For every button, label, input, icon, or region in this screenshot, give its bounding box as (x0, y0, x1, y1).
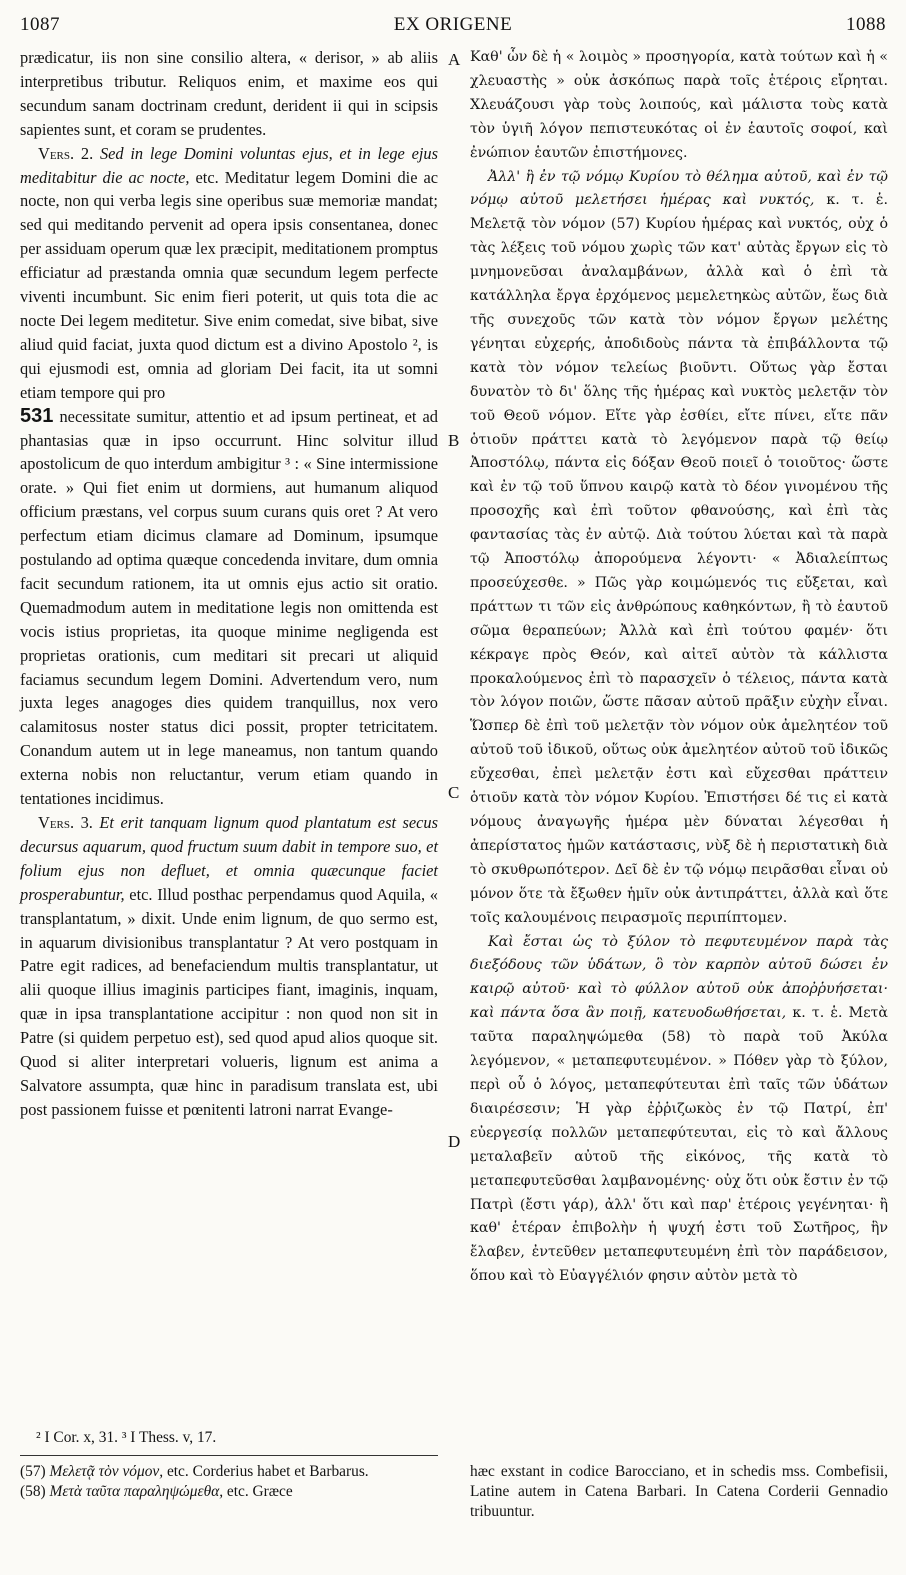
greek-paragraph-1: Καθ' ὧν δὲ ἡ « λοιμὸς » προσηγορία, κατὰ τούτων καὶ ἡ « χλευαστὴς » οὐκ ἀσκόπως παρὰ τοῖς ἑτέροις εἴρηται. Χλευάζουσι γὰρ τοὺς λοιπούς, καὶ μάλιστα τοὺς κατὰ τὸν ὑγιῆ λόγον πεπιστευκότας οἱ ἐν ἑαυτοῖς σοφοί, καὶ ἐνώπιον ἑαυτῶν ἐπιστήμονες. (470, 49, 888, 161)
margin-letter-b: B (448, 431, 460, 450)
margin-letter-a: A (448, 50, 461, 69)
latin-verse-3 (20, 811, 438, 1122)
verse-lemma: Καὶ ἔσται ὡς τὸ ξύλον τὸ πεφυτευμένον παρὰ τὰς διεξόδους τῶν ὑδάτων, ὃ τὸν καρπὸν αὐτοῦ δώσει ἐν καιρῷ αὐτοῦ· καὶ τὸ φύλλον αὐτοῦ οὐκ ἀποῤῥυήσεται· καὶ πάντα ὅσα ἂν ποιῇ, κατευοδωθήσεται, (470, 933, 888, 1022)
edition-page-number: 531 (20, 404, 54, 427)
scripture-references: ² I Cor. x, 31. ³ I Thess. v, 17. (36, 1429, 217, 1446)
verse-label: Vers. 3. (38, 813, 93, 832)
page-number-left: 1087 (20, 14, 60, 35)
latin-paragraph-1: prædicatur, iis non sine consilio altera, « derisor, » ab aliis interpretibus tributur. Reliquos enim, et maxime eos qui secundum sanam doctrinam credunt, derident ii qui in scipsis sapientes sunt, et coram se prudentes. (20, 48, 438, 139)
verse-lemma: Sed in lege Domini voluntas ejus, et in lege ejus meditabitur die ac nocte, (20, 143, 438, 187)
footnotes-left (20, 1462, 438, 1502)
greek-column (470, 46, 888, 1289)
greek-verse-2 (470, 166, 888, 931)
commentary-text: κ. τ. ἑ. Μετὰ ταῦτα παραληψώμεθα (58) τὸ παρὰ τοῦ Ἀκύλα λεγόμενον, « μεταπεφυτευμένον. » Πόθεν γὰρ τὸ ξύλον, περὶ οὗ ὁ λόγος, μεταπεφύτευται ἐπὶ ταῖς τῶν ὑδάτων διαιρέσεσιν; Ἡ γὰρ ἐῤῥιζωκὸς ἐν τῷ Πατρί, ἐπ' εὐεργεσίᾳ πολλῶν μεταπεφύτευται, εἰς τὸ καὶ ἄλλους μεταλαβεῖν αὐτοῦ τῆς εἰκόνος, τῆς κατὰ τὸ μεταπεφυτεῦσθαι λαμβανομένης· οὐχ ὅτι οὐκ ἔστιν ἐν τῷ Πατρὶ (ἔστι γάρ), ἀλλ' ὅτι καὶ παρ' ἑτέροις γεγένηται· ἢ καθ' ἑτέραν ἐπιβολὴν ἡ ψυχή ἐστι τοῦ Σωτῆρος, ἣν ἔλαβεν, ἐντεῦθεν μεταπεφυτευμένη ἐπὶ τὸν παράδεισον, ὅπου καὶ τὸ Εὐαγγέλιόν φησιν αὐτὸν μετὰ τὸ (470, 1005, 888, 1285)
greek-verse-3 (470, 931, 888, 1290)
verse-label: Vers. 2. (38, 143, 94, 163)
commentary-text: etc. Illud posthac perpendamus quod Aquila, « transplantatum, » dixit. Unde enim lignum, de quo sermo est, in aquarum divisionibus transplantatur ? At vero postquam in Patre egit radices, ad benefaciendum multis transplantatur, ut alii quoque illius imaginis participes fiant, imaginis, inquam, quæ in ipsa transplantatione accipitur : non quod non sit in Patre (si quidem perpetuo est), sed quod apud alios quoque sit. Quod si aliter interpretari volueris, lignum est anima a Salvatore assumpta, quæ hinc in paradisum translata est, ubi post passionem fuisse et pœnitenti latroni narrat Evange- (20, 884, 438, 1119)
latin-column (20, 46, 438, 1122)
verse-lemma: Et erit tanquam lignum quod plantatum est secus decursus aquarum, quod fructum suum dabit in tempore suo, et folium ejus non defluet, et omnia quæcunque faciet prosperabuntur, (20, 813, 438, 904)
verse-lemma: Ἀλλ' ἢ ἐν τῷ νόμῳ Κυρίου τὸ θέλημα αὐτοῦ, καὶ ἐν τῷ νόμῳ αὐτοῦ μελετήσει ἡμέρας καὶ νυκτός, (470, 168, 888, 209)
footnote-rule (20, 1455, 438, 1456)
footnote-58: (58) Μετὰ ταῦτα παραληψώμεθα, etc. Græce (20, 1483, 293, 1500)
margin-letter-d: D (448, 1132, 461, 1151)
footnotes-right: hæc exstant in codice Barocciano, et in schedis mss. Combefisii, Latine autem in Catena Barbari. In Catena Corderii Gennadio tribuuntur. (470, 1463, 888, 1520)
footnote-57: (57) Μελετᾷ τὸν νόμον, etc. Corderius habet et Barbarus. (20, 1463, 369, 1480)
commentary-text: necessitate sumitur, attentio et ad ipsum pertineat, et ad phantasias quæ in ipso occurrunt. Hinc solvitur illud apostolicum de quo interdum ambigitur ³ : « Sine intermissione orate. » Qui fiet enim ut dormiens, aut humanum aliquod officium præstans, vel corpus suum curans quis oret ? At vero perfectum etiam dicimus clamare ad Dominum, ipsumque postulando ad optima quæque concedenda invitare, dum omnia facit secundum rationem, ita ut omnis ejus actio sit oratio. Quemadmodum autem in meditatione legis non omittenda est vocis istius proprietas, ita quoque minime negligenda est proprietas orationis, cum meditari sit precari ut aliquid faciamus secundum legem Domini. Advertendum vero, num juxta leges anagoges dies quidem tranquillus, nox vero calamitosus noster status dici possit, propter tetricitatem. Conandum autem ut in lege maneamus, non tantum quando externa nobis non reluctantur, verum etiam quando in tentationes incidimus. (20, 406, 438, 809)
commentary-text: etc. Meditatur legem Domini die ac nocte, non qui verba legis sine operibus suæ memoriæ mandat; sed qui meditando pervenit ad opera ipsis consentanea, donec per assiduam operum quæ lex præcipit, meditationem promptus efficiatur ad præstanda omnia quæ secundum legem perfecte viventi incumbunt. Sic enim fieri poterit, ut quis tota die ac nocte Dei legem meditetur. Sive enim comedat, sive bibat, sive aliud quid faciat, juxta quod dictum est a divino Apostolo ², is qui ejusmodi est, omnia ad gloriam Dei facit, ita ut somni etiam tempore qui pro (20, 167, 438, 402)
margin-letter-c: C (448, 783, 460, 802)
running-title: EX ORIGENE (393, 14, 513, 35)
page-number-right: 1088 (846, 14, 886, 35)
commentary-text: κ. τ. ἑ. Μελετᾷ τὸν νόμον (57) Κυρίου ἡμέρας καὶ νυκτός, οὐχ ὁ τὰς λέξεις τοῦ νόμου χωρὶς τῶν κατ' αὐτὰς ἔργων εἰς τὸ μνημονεῦσαι ἀναλαμβάνων, ἀλλὰ καὶ ὁ ἐπὶ τὰ κατάλληλα ἔργα ἐρχόμενος μεμελετηκὼς αὐτῶν, ἕως διὰ τῆς συνεχοῦς τῶν κατὰ τὸν νόμον ἔργων μελέτης γένηται εὐχερής, ἀποδιδοὺς πάντα τὰ ἐπιβάλλοντα τῷ κατὰ τὸν νόμον τελείως βιοῦντι. Οὕτως γὰρ ἔσται δυνατὸν τὸ δι' ὅλης τῆς ἡμέρας καὶ νυκτὸς μελετᾷν τὸν τοῦ Θεοῦ νόμον. Εἴτε γὰρ ἐσθίει, εἴτε πίνει, εἴτε πᾶν ὁτιοῦν πράττει κατὰ τὸ λεγόμενον παρὰ τῷ θείῳ Ἀποστόλῳ, πάντα εἰς δόξαν Θεοῦ ποιεῖ ὁ τοιοῦτος· ὥστε καὶ ἐν τῷ τοῦ ὕπνου καιρῷ κατὰ τὸ δέον γινομένου τῆς προσοχῆς καὶ ἐπὶ τοῦτον φθανούσης, καὶ ἐπὶ τὰς φαντασίας τὰς ἐν αὐτῷ. Διὰ τούτου λύεται καὶ τὰ παρὰ τῷ Ἀποστόλῳ ἀπορούμενα λέγοντι· « Ἀδιαλείπτως προσεύχεσθε. » Πῶς γὰρ κοιμώμενός τις εὔξεται, καὶ πράττων τι τῶν εἰς ἀνθρώπους καθηκόντων, ἢ τὸ ἑαυτοῦ σῶμα θεραπεύων; Ἀλλὰ καὶ ἐπὶ τούτου φαμέν· ὅτι κέκραγε πρὸς Θεόν, καὶ αἰτεῖ αὐτὸν τὰ κάλλιστα προκαλούμενος ἐπὶ τὸ παρασχεῖν ὁ τέλειος, πάντα κατὰ τὸν λόγον ποιῶν, ὥστε πᾶσαν αὐτοῦ πρᾶξιν εὐχὴν εἶναι. Ὥσπερ δὲ ἐπὶ τοῦ μελετᾷν τὸν νόμον οὐκ ἀμελητέον τοῦ αὐτοῦ τοῦ ἰδικοῦ, οὕτως οὐκ ἀμελητέον αὐτοῦ τοῦ ἰδικῶς εὔχεσθαι, ἐπεὶ μελετᾷν ἐστι καὶ εὔχεσθαι πράττειν ὁτιοῦν κατὰ τὸν νόμον Κυρίου. Ἐπιστήσει δέ τις εἰ κατὰ νόμους ἀναγωγῆς ἡμέρα μὲν δύναται λέγεσθαι ἡ ἀπερίστατος ἡμῶν κατάστασις, νὺξ δὲ ἡ περιστατικὴ διὰ τὸ σκυθρωπότερον. Δεῖ δὲ ἐν τῷ νόμῳ πειρᾶσθαι εἶναι οὐ μόνον ὅτε τὰ ἔξωθεν ἡμῖν οὐκ ἀντιπράττει, ἀλλὰ καὶ ὅτε τοῖς καλουμένοις πειρασμοῖς περιπίπτομεν. (470, 192, 888, 926)
latin-verse-2 (20, 142, 438, 811)
running-header (20, 14, 886, 40)
